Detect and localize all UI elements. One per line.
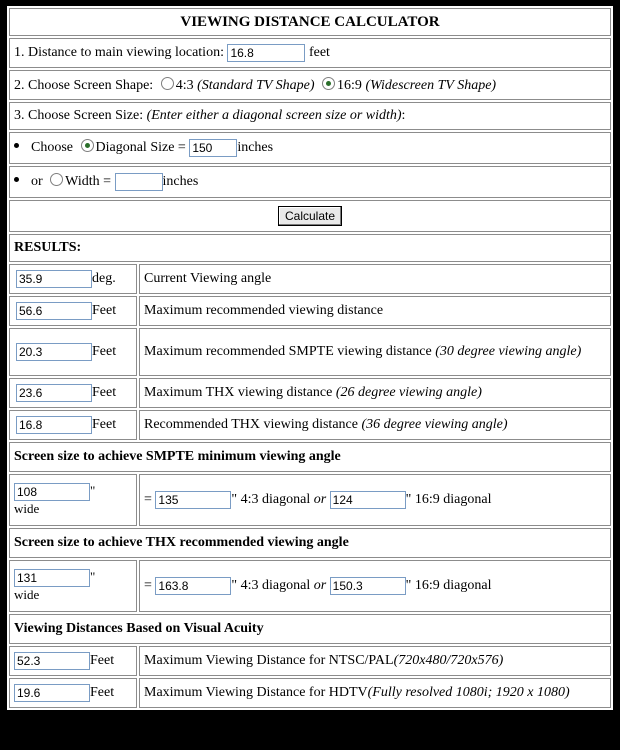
result-note: (30 degree viewing angle) [435,344,582,359]
quote-mark: " [90,568,96,584]
quote-mark: " [90,482,96,498]
result-value-cell [9,296,137,326]
result-value-cell [9,410,137,440]
result-desc: Current Viewing angle [144,271,272,286]
opt-4-3-label: 4:3 [175,77,194,93]
result-input[interactable] [16,270,92,288]
result-desc-cell [139,296,611,326]
calculate-row [9,200,611,232]
acuity-heading: Viewing Distances Based on Visual Acuity [9,614,611,644]
smpte-169-input[interactable] [330,491,406,509]
calculate-button[interactable]: Calculate [278,206,342,226]
result-note: (26 degree viewing angle) [335,385,482,400]
or-label: or [313,578,327,594]
width-unit: inches [162,174,199,190]
acuity-desc: Maximum Viewing Distance for HDTV [144,685,368,700]
wide-label: wide [14,501,40,516]
smpte-width-cell [9,474,137,526]
distance-row [9,38,611,68]
equals-sign: = [144,578,152,594]
acuity-value-cell [9,678,137,708]
result-desc-cell [139,264,611,294]
distance-label: 1. Distance to main viewing location: [14,45,224,61]
smpte-43-input[interactable] [155,491,231,509]
result-desc: Recommended THX viewing distance [144,417,362,432]
results-heading: RESULTS: [9,234,611,262]
opt-4-3-desc: (Standard TV Shape) [197,77,315,93]
width-label: Width = [65,174,111,190]
result-desc-cell [139,328,611,376]
thx-169-input[interactable] [330,577,406,595]
result-unit: Feet [92,344,117,360]
wide-label: wide [14,587,40,602]
distance-unit: feet [308,45,330,61]
diag-169-label: " 16:9 diagonal [405,578,492,594]
acuity-desc: Maximum Viewing Distance for NTSC/PAL [144,653,394,668]
width-row [9,166,611,198]
result-input[interactable] [16,302,92,320]
thx-diag-cell [139,560,611,612]
width-input[interactable] [115,173,163,191]
choose-label: Choose [31,140,73,156]
acuity-input[interactable] [14,652,90,670]
diagonal-label: Diagonal Size = [95,140,186,156]
thx-heading: Screen size to achieve THX recommended viewing angle [9,528,611,558]
result-unit: Feet [92,303,117,319]
calculator-table [7,6,613,710]
size-row: 3. Choose Screen Size: (Enter either a diagonal screen size or width): [9,102,611,130]
result-value-cell [9,264,137,294]
size-label: 3. Choose Screen Size: [14,108,144,123]
equals-sign: = [144,492,152,508]
thx-width-cell [9,560,137,612]
radio-16-9[interactable] [322,77,335,90]
acuity-unit: Feet [90,685,115,701]
result-unit: Feet [92,417,117,433]
result-input[interactable] [16,416,92,434]
diag-43-label: " 4:3 diagonal [231,492,314,508]
shape-label: 2. Choose Screen Shape: [14,77,154,93]
acuity-desc-cell [139,646,611,676]
shape-row [9,70,611,100]
diag-169-label: " 16:9 diagonal [405,492,492,508]
diagonal-row [9,132,611,164]
result-unit: deg. [92,271,116,287]
page-title: VIEWING DISTANCE CALCULATOR [9,8,611,36]
result-value-cell [9,328,137,376]
acuity-value-cell [9,646,137,676]
acuity-desc-cell [139,678,611,708]
result-desc: Maximum recommended SMPTE viewing distance [144,344,436,359]
smpte-diag-cell [139,474,611,526]
radio-4-3[interactable] [161,77,174,90]
smpte-width-input[interactable] [14,483,90,501]
opt-16-9-desc: (Widescreen TV Shape) [365,77,497,93]
result-input[interactable] [16,384,92,402]
acuity-note: (720x480/720x576) [393,653,504,668]
or-label: or [31,174,43,190]
acuity-unit: Feet [90,653,115,669]
result-desc-cell [139,410,611,440]
bullet-icon [14,177,19,182]
acuity-input[interactable] [14,684,90,702]
result-desc: Maximum recommended viewing distance [144,303,384,318]
bullet-icon [14,143,19,148]
radio-width[interactable] [50,173,63,186]
result-desc: Maximum THX viewing distance [144,385,336,400]
result-note: (36 degree viewing angle) [361,417,508,432]
smpte-heading: Screen size to achieve SMPTE minimum viewing angle [9,442,611,472]
size-hint: (Enter either a diagonal screen size or width) [146,108,402,123]
diagonal-unit: inches [237,140,274,156]
result-unit: Feet [92,385,117,401]
result-value-cell [9,378,137,408]
thx-43-input[interactable] [155,577,231,595]
or-label: or [313,492,327,508]
diag-43-label: " 4:3 diagonal [231,578,314,594]
radio-diagonal[interactable] [81,139,94,152]
result-input[interactable] [16,343,92,361]
acuity-note: (Fully resolved 1080i; 1920 x 1080) [367,685,570,700]
thx-width-input[interactable] [14,569,90,587]
result-desc-cell [139,378,611,408]
distance-input[interactable] [227,44,305,62]
diagonal-input[interactable] [189,139,237,157]
opt-16-9-label: 16:9 [337,77,362,93]
